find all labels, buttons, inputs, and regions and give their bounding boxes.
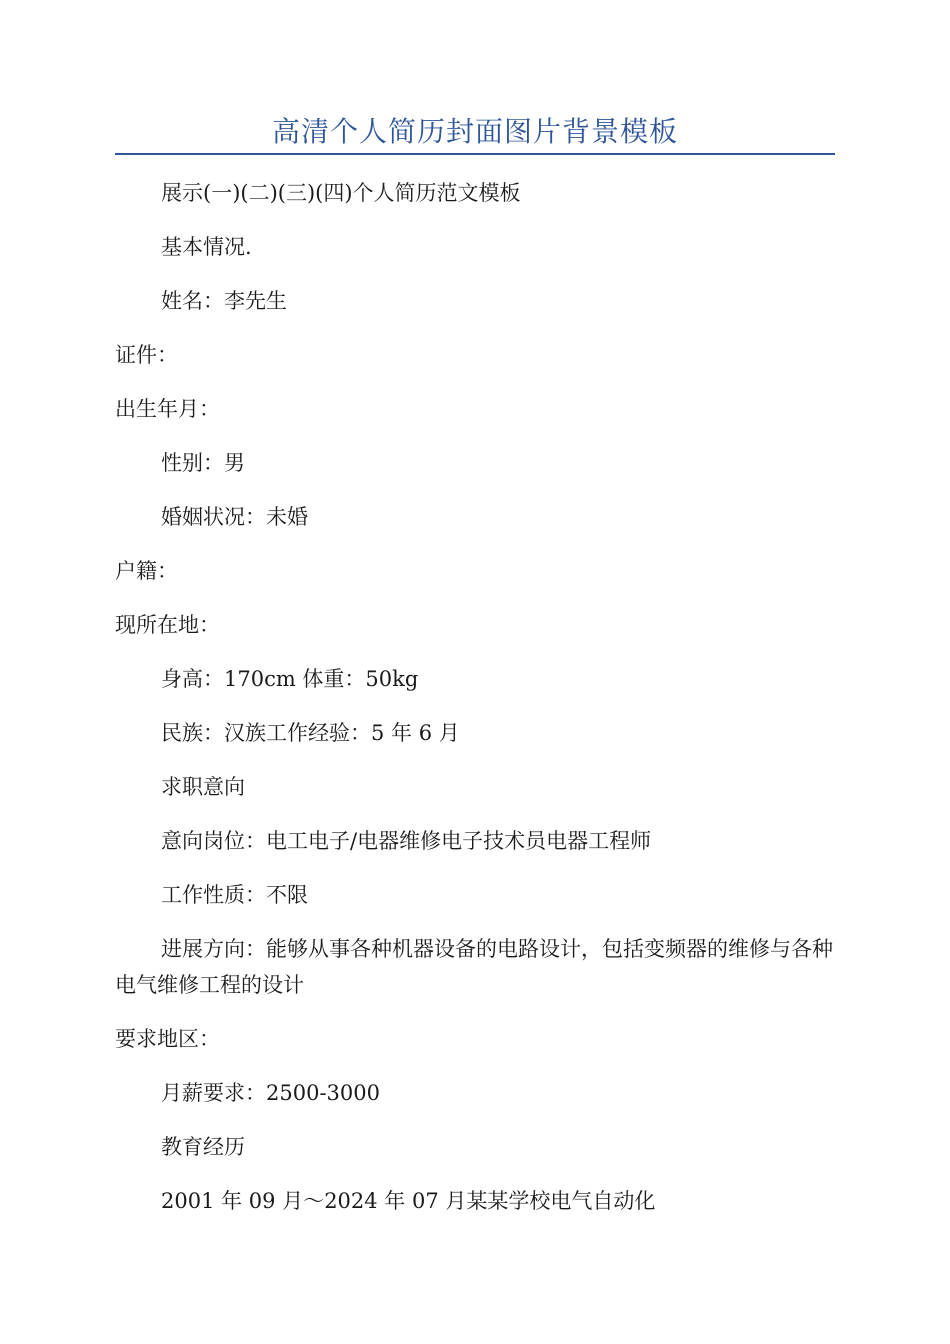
title-underline: [115, 153, 835, 155]
paragraph-marital: 婚姻状况：未婚: [161, 505, 308, 529]
paragraph-ethnicity-experience: 民族：汉族工作经验：5 年 6 月: [161, 721, 460, 745]
paragraph-education-entry: 2001 年 09 月～2024 年 07 月某某学校电气自动化: [161, 1189, 656, 1213]
paragraph-id: 证件：: [115, 343, 178, 367]
paragraph-career-direction: 进展方向：能够从事各种机器设备的电路设计，包括变频器的维修与各种电气维修工程的设计: [115, 937, 833, 997]
paragraph-job-intent-heading: 求职意向: [161, 775, 245, 799]
paragraph-height-weight: 身高：170cm 体重：50kg: [161, 667, 419, 691]
paragraph-job-type: 工作性质：不限: [161, 883, 308, 907]
paragraph-name: 姓名：李先生: [161, 289, 287, 313]
document-title: 高清个人简历封面图片背景模板: [271, 115, 678, 148]
paragraph-birth: 出生年月：: [115, 397, 220, 421]
paragraph-gender: 性别：男: [161, 451, 245, 475]
paragraph-salary: 月薪要求：2500-3000: [161, 1081, 380, 1105]
document-body: [115, 175, 835, 1237]
paragraph-hukou: 户籍：: [115, 559, 178, 583]
paragraph-education-heading: 教育经历: [161, 1135, 245, 1159]
paragraph-location: 现所在地：: [115, 613, 220, 637]
paragraph-region: 要求地区：: [115, 1027, 220, 1051]
paragraph-intro: 展示(一)(二)(三)(四)个人简历范文模板: [161, 181, 521, 205]
paragraph-target-position: 意向岗位：电工电子/电器维修电子技术员电器工程师: [161, 829, 652, 853]
paragraph-basic-info-heading: 基本情况.: [161, 235, 252, 259]
